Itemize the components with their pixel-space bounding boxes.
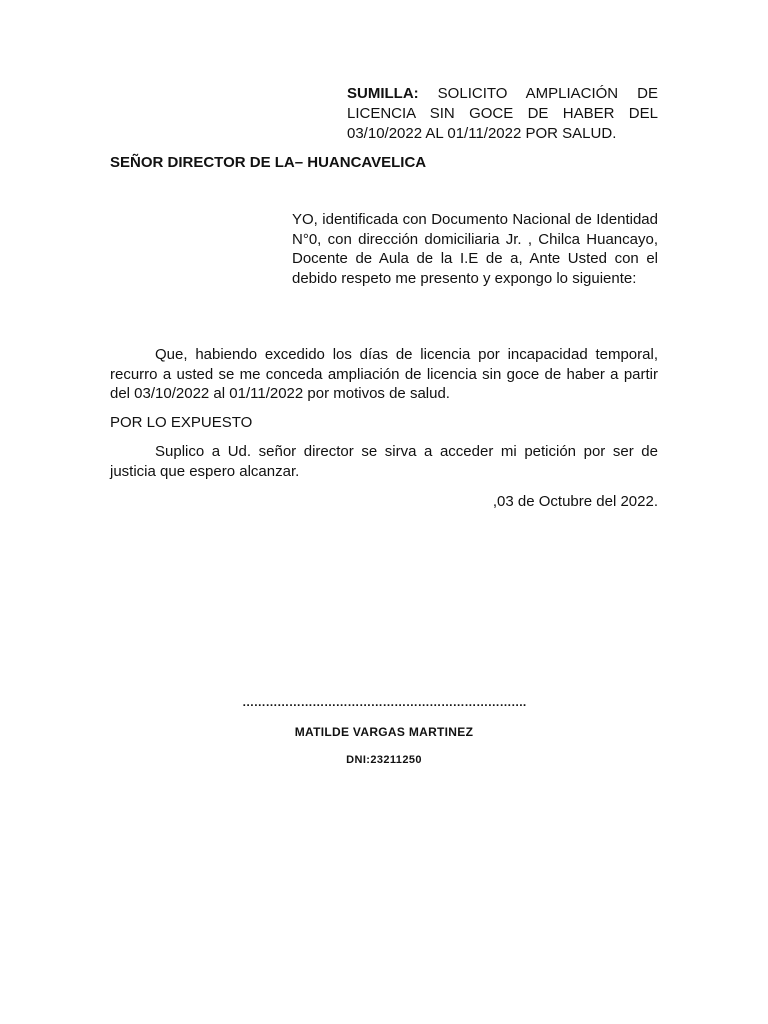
- sumilla-text: SOLICITO AMPLIACIÓN DE LICENCIA SIN GOCE DE HABER DEL 03/10/2022 AL 01/11/2022 POR SALUD.: [347, 85, 658, 142]
- suplico-paragraph: Suplico a Ud. señor director se sirva a acceder mi petición por ser de justicia que espero alcanzar.: [110, 443, 658, 480]
- recipient-heading: SEÑOR DIRECTOR DE LA– HUANCAVELICA: [110, 154, 427, 171]
- sumilla-block: [347, 84, 658, 144]
- por-lo-expuesto-label: POR LO EXPUESTO: [110, 414, 253, 431]
- signer-name: MATILDE VARGAS MARTINEZ: [294, 725, 474, 739]
- signer-dni: DNI:23211250: [346, 754, 422, 766]
- sumilla-label: SUMILLA:: [347, 85, 419, 102]
- signature-line: ……………………………………………………………….: [242, 695, 526, 709]
- letter-date: ,03 de Octubre del 2022.: [492, 493, 658, 510]
- request-paragraph: Que, habiendo excedido los días de licencia por incapacidad temporal, recurro a usted se me conceda ampliación de licencia sin goce de haber a partir del 03/10/2022 al 01/11/2022 por motivos de salud.: [110, 346, 658, 403]
- intro-paragraph: YO, identificada con Documento Nacional de Identidad N°0, con dirección domiciliaria Jr. , Chilca Huancayo, Docente de Aula de la I.E de a, Ante Usted con el debido respeto me presento y expongo lo siguiente:: [292, 211, 658, 287]
